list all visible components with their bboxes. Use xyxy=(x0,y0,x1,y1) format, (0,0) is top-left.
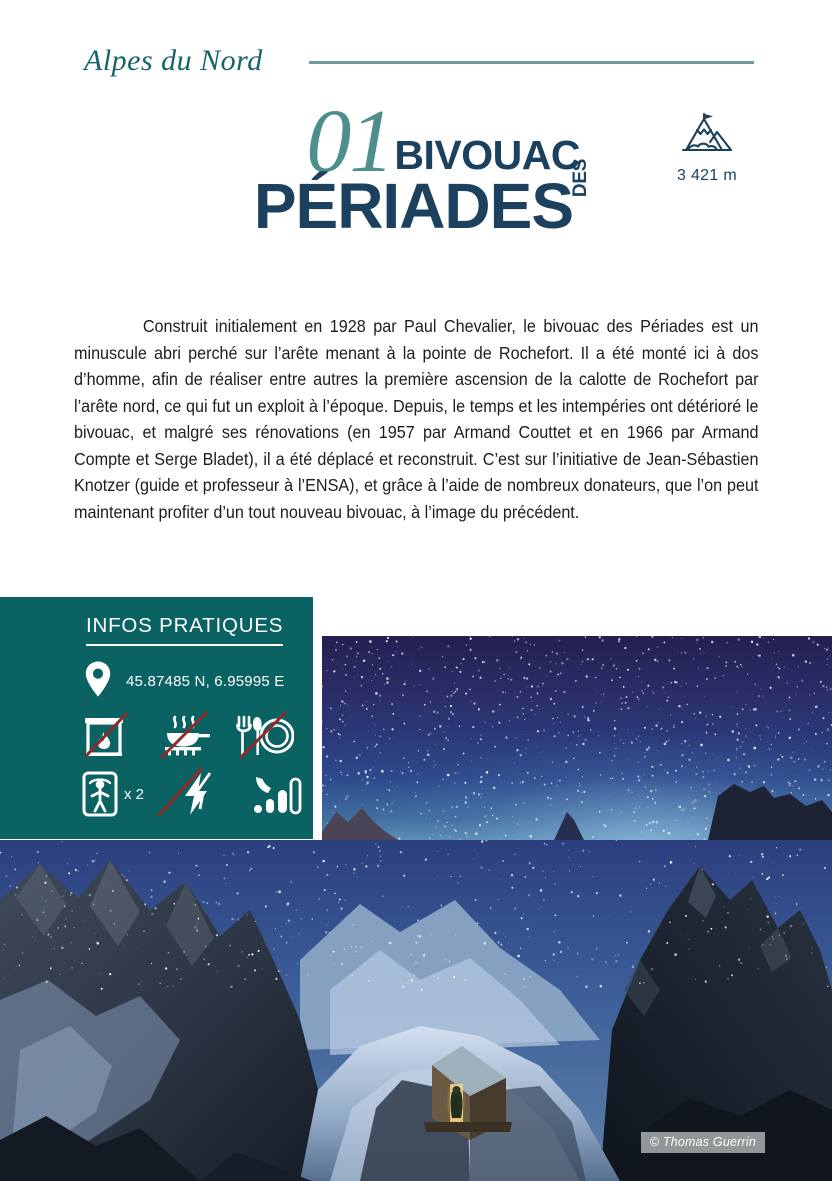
header-divider-rule xyxy=(309,61,754,64)
mountain-flag-icon xyxy=(661,112,753,160)
altitude-value: 3 421 m xyxy=(677,167,737,184)
info-panel-title: INFOS PRATIQUES xyxy=(86,614,284,637)
amenity-phone-signal xyxy=(236,771,313,817)
title-name: PÉRIADES xyxy=(253,169,573,242)
amenity-cutlery xyxy=(236,715,313,757)
map-pin-icon xyxy=(84,660,112,703)
amenity-fireplace xyxy=(82,715,159,757)
body-paragraph: Construit initialement en 1928 par Paul Chevalier, le bivouac des Périades est un minuscule abri perché sur l’arête menant à la pointe de Rochefort. Il a été monté ici à dos d’homme, afin de réaliser entre autres la première ascension de la calotte de Rochefort par l’arête nord, ce qui fut un exploit à l’époque. Depuis, le temps et les intempéries ont détérioré le bivouac, et malgré ses rénovations (en 1957 par Armand Couttet et en 1966 par Armand Compte et Serge Bladet), il a été déplacé et reconstruit. C’est sur l’initiative de Jean-Sébastien Knotzer (guide et professeur à l’ENSA), et grâce à l’aide de nombreux donateurs, que l’on peut maintenant profiter d’un tout nouveau bivouac, à l’image du précédent. xyxy=(74,316,759,522)
cutlery-plate-icon xyxy=(236,715,294,757)
chapter-number: 01 xyxy=(306,92,393,191)
electricity-bolt-icon xyxy=(177,771,221,817)
hero-photo xyxy=(0,840,832,1181)
fireplace-icon xyxy=(82,715,126,757)
title-word-bivouac: BIVOUAC xyxy=(394,131,580,178)
amenity-electricity xyxy=(159,771,236,817)
page-title xyxy=(0,92,600,242)
title-line-primary xyxy=(0,92,600,197)
stove-icon xyxy=(159,715,211,757)
title-word-des-wrapper xyxy=(570,138,600,197)
amenity-stove xyxy=(159,715,236,757)
altitude-badge xyxy=(661,112,753,185)
peaks-upper xyxy=(322,636,832,840)
stars-layer-main xyxy=(0,840,832,1181)
coordinates-value: 45.87485 N, 6.95995 E xyxy=(126,673,285,690)
coordinates-row xyxy=(0,646,313,703)
info-panel xyxy=(0,597,313,839)
title-word-des: DES xyxy=(570,158,591,197)
amenity-sleeping-capacity xyxy=(82,771,159,817)
region-header xyxy=(84,44,754,78)
photo-upper-section xyxy=(322,636,832,840)
region-name: Alpes du Nord xyxy=(84,44,263,77)
phone-signal-icon xyxy=(252,771,304,817)
sleeping-capacity-icon xyxy=(82,771,118,817)
amenity-row-two xyxy=(0,771,313,817)
photo-credit: © Thomas Guerrin xyxy=(641,1132,765,1153)
sleeping-capacity-label: x 2 xyxy=(124,785,145,803)
amenity-row-one xyxy=(0,715,313,757)
